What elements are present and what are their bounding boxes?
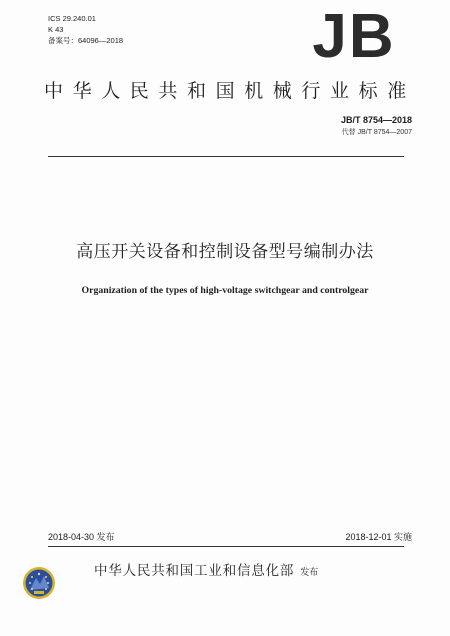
issuer-name: 中华人民共和国工业和信息化部 — [94, 563, 295, 579]
jb-logo: JB — [312, 2, 396, 71]
class-code: K 43 — [48, 25, 64, 34]
classification-block — [48, 13, 123, 46]
replaces-standard: 代替 JB/T 8754—2007 — [341, 129, 412, 136]
issuing-authority — [94, 560, 318, 582]
ics-code: ICS 29.240.01 — [48, 14, 96, 23]
title-chinese: 高压开关设备和控制设备型号编制办法 — [76, 242, 374, 262]
title-english: Organization of the types of high-voltage switchgear and controlgear — [81, 285, 369, 296]
filing-number: 备案号：64096—2018 — [48, 36, 124, 45]
top-divider — [48, 156, 404, 157]
ministry-emblem-icon — [22, 566, 56, 600]
bottom-divider — [48, 546, 404, 547]
issuer-suffix: 发布 — [300, 568, 319, 578]
issue-date: 2018-04-30 发布 — [48, 532, 115, 542]
implementation-date: 2018-12-01 实施 — [345, 532, 412, 542]
standard-category-heading: 中华人民共和国机械行业标准 — [44, 80, 416, 102]
standard-number: JB/T 8754—2018 — [340, 115, 412, 125]
